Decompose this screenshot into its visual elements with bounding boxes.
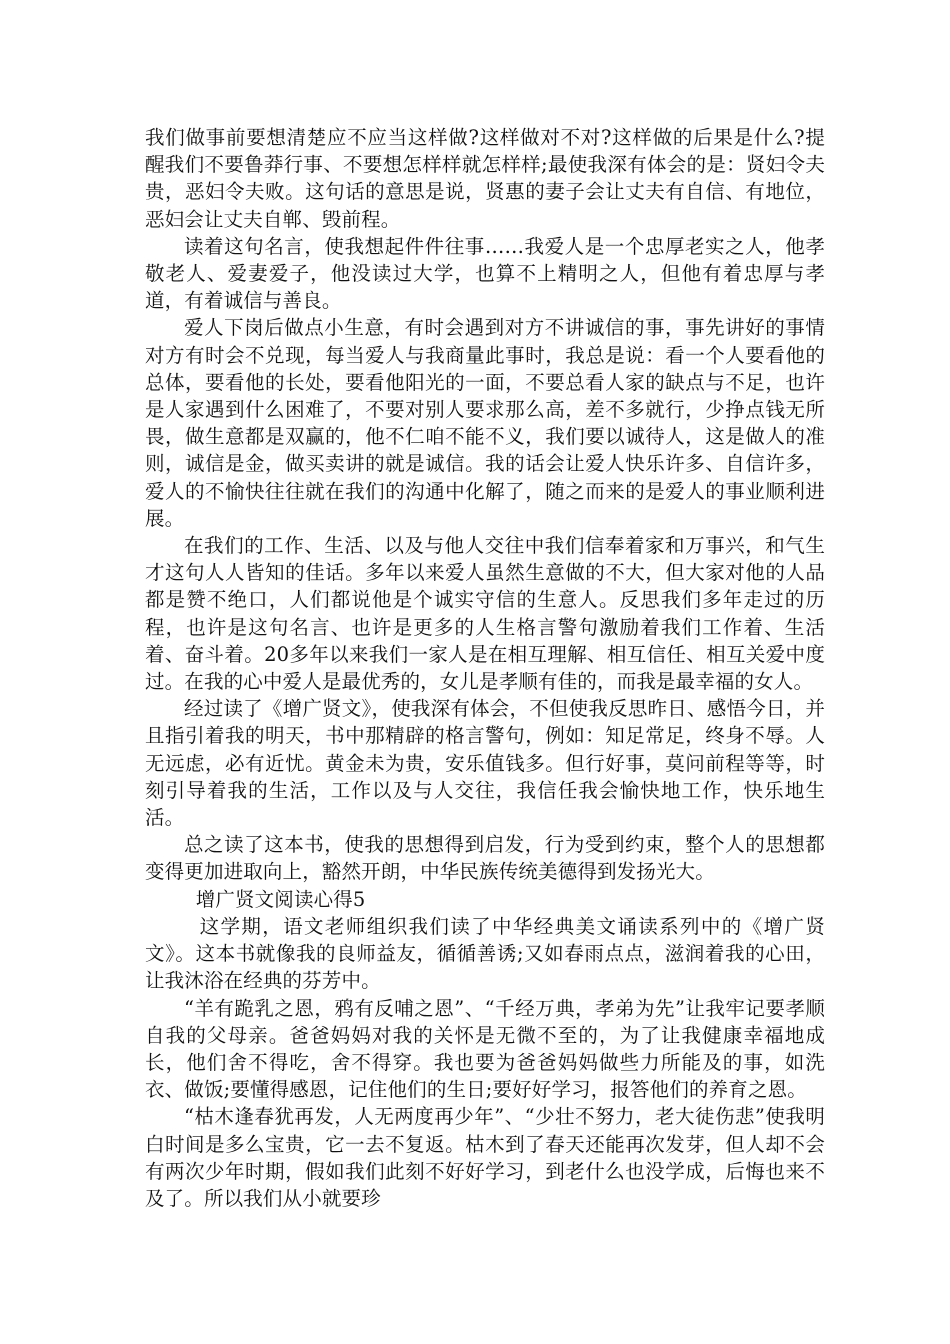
paragraph: 读着这句名言，使我想起件件往事……我爱人是一个忠厚老实之人，他孝敬老人、爱妻爱子，他没读过大学，也算不上精明之人，但他有着忠厚与孝道，有着诚信与善良。 <box>145 234 825 313</box>
paragraph: 这学期，语文老师组织我们读了中华经典美文诵读系列中的《增广贤文》。这本书就像我的良师益友，循循善诱;又如春雨点点，滋润着我的心田，让我沐浴在经典的芬芳中。 <box>145 914 825 993</box>
section-heading: 增广贤文阅读心得5 <box>195 887 366 911</box>
paragraph: 爱人下岗后做点小生意，有时会遇到对方不讲诚信的事，事先讲好的事情对方有时会不兑现，每当爱人与我商量此事时，我总是说：看一个人要看他的总体，要看他的长处，要看他阳光的一面，不要总看人家的缺点与不足，也许是人家遇到什么困难了，不要对别人要求那么高，差不多就行，少挣点钱无所畏，做生意都是双赢的，他不仁咱不能不义，我们要以诚待人，这是做人的准则，诚信是金，做买卖讲的就是诚信。我的话会让爱人快乐许多、自信许多，爱人的不愉快往往就在我们的沟通中化解了，随之而来的是爱人的事业顺利进展。 <box>145 316 825 530</box>
paragraph: 我们做事前要想清楚应不应当这样做?这样做对不对?这样做的后果是什么?提醒我们不要鲁莽行事、不要想怎样样就怎样样;最使我深有体会的是：贤妇令夫贵，恶妇令夫败。这句话的意思是说，贤惠的妻子会让丈夫有自信、有地位，恶妇会让丈夫自郸、毁前程。 <box>145 126 825 231</box>
paragraph: 总之读了这本书，使我的思想得到启发，行为受到约束，整个人的思想都变得更加进取向上，豁然开朗，中华民族传统美德得到发扬光大。 <box>145 833 825 884</box>
paragraph: “枯木逢春犹再发，人无两度再少年”、“少壮不努力，老大徒伤悲”使我明白时间是多么宝贵，它一去不复返。枯木到了春天还能再次发芽，但人却不会有两次少年时期，假如我们此刻不好好学习，到老什么也没学成，后悔也来不及了。所以我们从小就要珍 <box>145 1105 825 1210</box>
paragraph: “羊有跪乳之恩，鸦有反哺之恩”、“千经万典，孝弟为先”让我牢记要孝顺自我的父母亲。爸爸妈妈对我的关怀是无微不至的，为了让我健康幸福地成长，他们舍不得吃，舍不得穿。我也要为爸爸妈妈做些力所能及的事，如洗衣、做饭;要懂得感恩，记住他们的生日;要好好学习，报答他们的养育之恩。 <box>145 996 825 1102</box>
paragraph: 在我们的工作、生活、以及与他人交往中我们信奉着家和万事兴，和气生才这句人人皆知的佳话。多年以来爱人虽然生意做的不大，但大家对他的人品都是赞不绝口，人们都说他是个诚实守信的生意人。反思我们多年走过的历程，也许是这句名言、也许是更多的人生格言警句激励着我们工作着、生活着、奋斗着。20多年以来我们一家人是在相互理解、相互信任、相互关爱中度过。在我的心中爱人是最优秀的，女儿是孝顺有佳的，而我是最幸福的女人。 <box>145 534 825 694</box>
paragraph: 经过读了《增广贤文》，使我深有体会，不但使我反思昨日、感悟今日，并且指引着我的明天，书中那精辟的格言警句，例如：知足常足，终身不辱。人无远虑，必有近忧。黄金未为贵，安乐值钱多。但行好事，莫问前程等等，时刻引导着我的生活，工作以及与人交往，我信任我会愉快地工作，快乐地生活。 <box>145 697 825 830</box>
document-body <box>145 124 825 1212</box>
